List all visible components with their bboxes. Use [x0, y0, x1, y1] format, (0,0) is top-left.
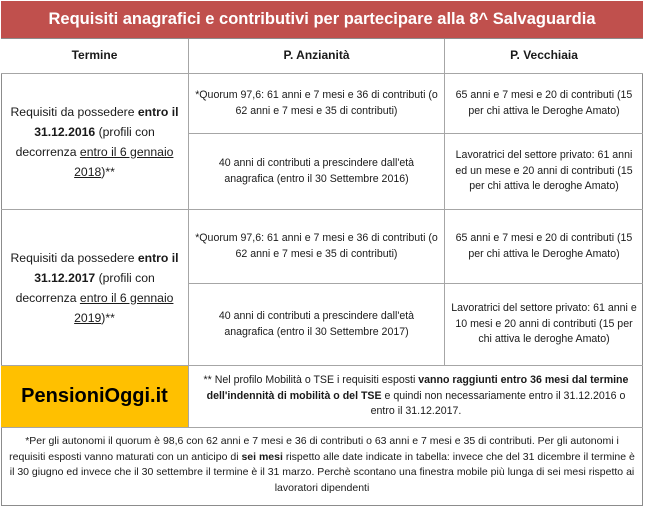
vecchiaia-lavoratrici-2017: Lavoratrici del settore privato: 61 anni e 10 mesi e 20 anni di contributi (15 per chi attiva le deroghe Amato) [445, 284, 643, 366]
vecchiaia-lavoratrici-2016: Lavoratrici del settore privato: 61 anni ed un mese e 20 anni di contributi (15 per chi attiva le deroghe Amato) [445, 134, 643, 210]
header-termine: Termine [1, 39, 189, 74]
pensionioggi-logo: PensioniOggi.it [1, 366, 189, 428]
mobilita-note-text: ** Nel profilo Mobilità o TSE i requisiti esposti vanno raggiunti entro 36 mesi dal termine dell'indennità di mobilità o del TSE e quindi non necessariamente entro il 31.12.2016 o entro il 31.12.2017. [203, 374, 629, 418]
termine-text-2016: Requisiti da possedere entro il 31.12.2016 (profili con decorrenza entro il 6 gennaio 2018)** [10, 104, 179, 179]
header-vecchiaia: P. Vecchiaia [445, 39, 643, 74]
anzianita-contributi-2017: 40 anni di contributi a prescindere dall'età anagrafica (entro il 30 Settembre 2017) [189, 284, 445, 366]
vecchiaia-age-2017: 65 anni e 7 mesi e 20 di contributi (15 per chi attiva le Deroghe Amato) [445, 210, 643, 284]
header-anzianita: P. Anzianità [189, 39, 445, 74]
vecchiaia-age-2016: 65 anni e 7 mesi e 20 di contributi (15 per chi attiva le Deroghe Amato) [445, 74, 643, 134]
termine-cell-2016 [1, 74, 189, 210]
mobilita-note [189, 366, 643, 428]
termine-text-2017: Requisiti da possedere entro il 31.12.2017 (profili con decorrenza entro il 6 gennaio 2019)** [10, 250, 179, 325]
anzianita-contributi-2016: 40 anni di contributi a prescindere dall'età anagrafica (entro il 30 Settembre 2016) [189, 134, 445, 210]
table-title: Requisiti anagrafici e contributivi per partecipare alla 8^ Salvaguardia [1, 1, 643, 39]
termine-cell-2017 [1, 210, 189, 366]
anzianita-quorum-2016: *Quorum 97,6: 61 anni e 7 mesi e 36 di contributi (o 62 anni e 7 mesi e 35 di contributi) [189, 74, 445, 134]
autonomi-footnote: *Per gli autonomi il quorum è 98,6 con 62 anni e 7 mesi e 36 di contributi o 63 anni e 7 mesi e 35 di contributi. Per gli autonomi i requisiti esposti vanno maturati con un anticipo di sei mesi rispetto alle date indicate in tabella: invece che del 31 dicembre il termine è il 30 giugno ed invece che il 30 settembre il termine è il 31 marzo. Perchè scontano una finestra mobile più lunga di sei mesi rispetto ai lavoratori dipendenti [9, 435, 635, 494]
anzianita-quorum-2017: *Quorum 97,6: 61 anni e 7 mesi e 36 di contributi (o 62 anni e 7 mesi e 35 di contributi) [189, 210, 445, 284]
